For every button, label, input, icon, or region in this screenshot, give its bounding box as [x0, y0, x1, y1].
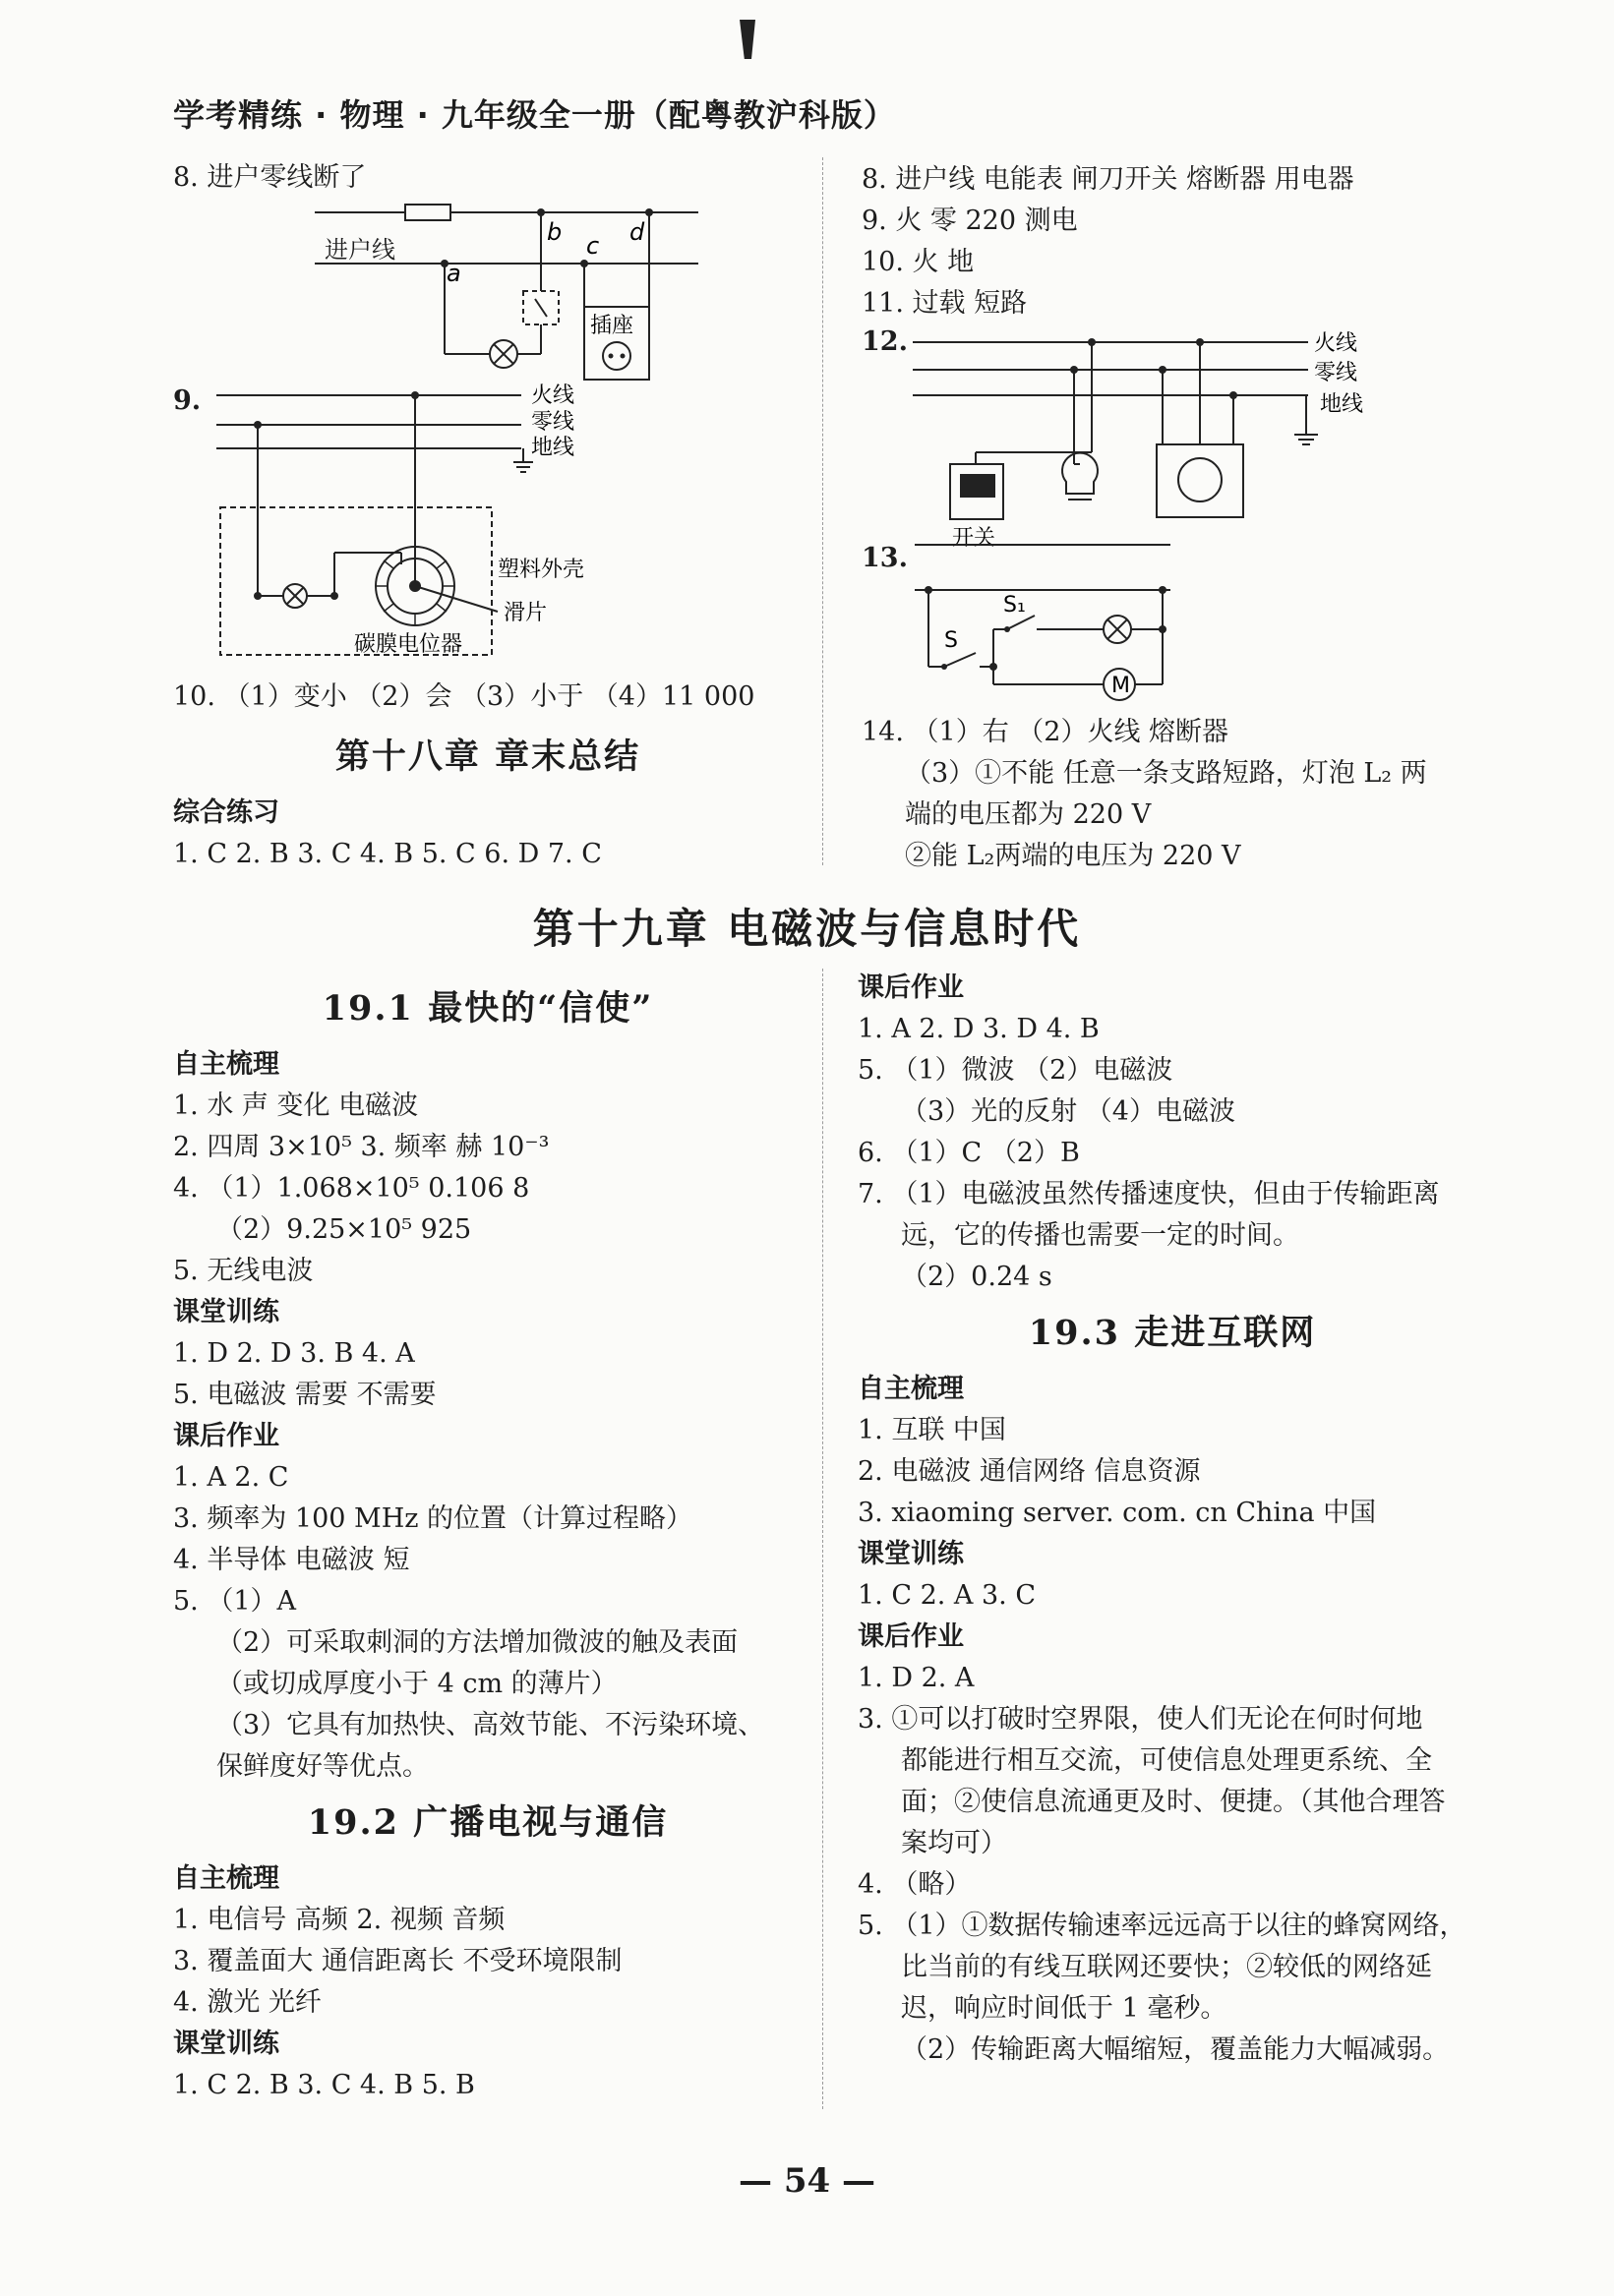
right-bottom-column [858, 968, 1487, 2071]
q9-number: 9. [173, 385, 202, 416]
page-number-value: 54 [783, 2161, 831, 2201]
answer-line: 面；②使信息流通更及时、便捷。（其他合理答 [901, 1787, 1446, 1817]
point-a-label: a [447, 260, 461, 287]
answer-line: 5. （1）A [173, 1586, 297, 1617]
section-subtitle: 课后作业 [858, 1621, 964, 1652]
live-wire-label: 火线 [531, 383, 575, 408]
answer-line: （2）传输距离大幅缩短，覆盖能力大幅减弱。 [901, 2034, 1450, 2065]
section-subtitle: 课堂训练 [173, 2029, 279, 2059]
slider-label: 滑片 [504, 601, 548, 625]
answer-line: 5. （1）①数据传输速率远远高于以往的蜂窝网络， [858, 1911, 1466, 1941]
circuit-diagram-q8 [315, 197, 708, 393]
answer-line: 迟，响应时间低于 1 毫秒。 [901, 1993, 1227, 2024]
answer-line: 2. 四周 3×10⁵ 3. 频率 赫 10⁻³ [173, 1132, 550, 1162]
in-line-label: 进户线 [325, 236, 395, 264]
answer-line: 1. C 2. A 3. C [858, 1580, 1037, 1611]
circuit-diagram-q9 [207, 383, 620, 669]
answer-line: 11. 过载 短路 [862, 288, 1028, 319]
answer-line: 4. （1）1.068×10⁵ 0.106 8 [173, 1173, 530, 1204]
q13-number: 13. [862, 543, 908, 573]
section-subtitle: 课堂训练 [173, 1297, 279, 1327]
section-title: 19.3 走进互联网 [1028, 1313, 1317, 1353]
answer-line: 3. xiaoming server. com. cn China 中国 [858, 1498, 1377, 1528]
section-subtitle: 综合练习 [173, 797, 279, 828]
section-subtitle: 课堂训练 [858, 1539, 964, 1569]
point-d-label: d [629, 218, 645, 246]
answer-line: 3. 频率为 100 MHz 的位置（计算过程略） [173, 1503, 693, 1534]
answer-line: 1. 电信号 高频 2. 视频 音频 [173, 1905, 506, 1935]
answer-line: 1. 互联 中国 [858, 1415, 1006, 1445]
page-number: — 54 — [738, 2161, 875, 2201]
answer-line: 6. （1）C （2）B [858, 1138, 1080, 1168]
answer-line: 1. A 2. D 3. D 4. B [858, 1014, 1100, 1044]
right-top-q14 [862, 712, 1491, 877]
answer-line: 案均可） [901, 1828, 1007, 1858]
section-subtitle: 课后作业 [858, 972, 964, 1003]
right-top-column [862, 159, 1491, 324]
answer-line: 7. （1）电磁波虽然传播速度快，但由于传输距离 [858, 1179, 1440, 1209]
q12-number: 12. [862, 326, 908, 357]
answer-line: 14. （1）右 （2）火线 熔断器 [862, 717, 1229, 747]
point-c-label: c [586, 232, 600, 260]
answer-line: 3. ①可以打破时空界限，使人们无论在何时何地 [858, 1704, 1423, 1735]
answer-line: 10. （1）变小 （2）会 （3）小于 （4）11 000 [173, 681, 755, 712]
circuit-diagram-q12 [905, 324, 1364, 551]
answer-line: 5. 电磁波 需要 不需要 [173, 1380, 437, 1410]
answer-line: 1. D 2. D 3. B 4. A [173, 1338, 415, 1369]
circuit-diagram-q13 [905, 541, 1200, 708]
section-subtitle: 自主梳理 [173, 1049, 279, 1080]
answer-line: 保鲜度好等优点。 [216, 1751, 429, 1782]
answer-line: 1. C 2. B 3. C 4. B 5. B [173, 2070, 475, 2100]
motor-label: M [1111, 674, 1130, 698]
answer-line: 1. C 2. B 3. C 4. B 5. C 6. D 7. C [173, 839, 602, 869]
ground-wire-label: 地线 [531, 436, 575, 460]
answer-line: 1. A 2. C [173, 1462, 289, 1493]
answer-line: 1. D 2. A [858, 1663, 975, 1693]
chapter18-summary-title: 第十八章 章末总结 [334, 736, 641, 777]
section-subtitle: 课后作业 [173, 1421, 279, 1451]
page-top-mark [740, 20, 755, 59]
switch-label: 开关 [952, 526, 996, 551]
answer-line: 4. 激光 光纤 [173, 1987, 322, 2018]
answer-line: 9. 火 零 220 测电 [862, 206, 1078, 236]
switch-s-label: S [944, 628, 958, 653]
answer-line: （2）可采取刺洞的方法增加微波的触及表面 [216, 1627, 739, 1658]
answer-line: （或切成厚度小于 4 cm 的薄片） [216, 1669, 618, 1699]
chapter19-title: 第十九章 电磁波与信息时代 [532, 905, 1082, 953]
answer-line: 5. （1）微波 （2）电磁波 [858, 1055, 1173, 1086]
answer-line: 4. （略） [858, 1869, 972, 1900]
switch-s1-label: S₁ [1003, 593, 1026, 618]
live-wire-label: 火线 [1314, 331, 1358, 356]
answer-line: 8. 进户零线断了 [173, 162, 367, 193]
answer-line: （2）9.25×10⁵ 925 [216, 1214, 472, 1245]
potentiometer-label: 碳膜电位器 [354, 632, 463, 657]
left-bottom-column [173, 973, 803, 2106]
neutral-wire-label: 零线 [531, 410, 575, 435]
answer-line: 端的电压都为 220 V [905, 799, 1152, 830]
ground-wire-label: 地线 [1320, 392, 1364, 417]
section-title: 19.2 广播电视与通信 [307, 1802, 669, 1843]
book-header-title: 学考精练 · 物理 · 九年级全一册（配粤教沪科版） [173, 96, 896, 134]
section-subtitle: 自主梳理 [858, 1374, 964, 1404]
answer-line: 4. 半导体 电磁波 短 [173, 1545, 410, 1575]
point-b-label: b [547, 218, 563, 246]
answer-line: 10. 火 地 [862, 247, 975, 277]
socket-label: 插座 [590, 314, 634, 338]
answer-line: 8. 进户线 电能表 闸刀开关 熔断器 用电器 [862, 164, 1354, 195]
neutral-wire-label: 零线 [1314, 361, 1358, 385]
answer-line: （3）①不能 任意一条支路短路，灯泡 L₂ 两 [905, 758, 1427, 789]
answer-line: 3. 覆盖面大 通信距离长 不受环境限制 [173, 1946, 623, 1976]
section-subtitle: 自主梳理 [173, 1863, 279, 1894]
answer-line: ②能 L₂两端的电压为 220 V [905, 841, 1241, 871]
left-top-column [173, 157, 803, 199]
answer-line: 比当前的有线互联网还要快；②较低的网络延 [901, 1952, 1432, 1982]
answer-line: （3）它具有加热快、高效节能、不污染环境、 [216, 1710, 765, 1740]
answer-line: （3）光的反射 （4）电磁波 [901, 1096, 1235, 1127]
plastic-shell-label: 塑料外壳 [498, 558, 585, 582]
answer-line: 2. 电磁波 通信网络 信息资源 [858, 1456, 1201, 1487]
answer-line: 远，它的传播也需要一定的时间。 [901, 1220, 1299, 1251]
column-divider-bottom [822, 969, 823, 2109]
column-divider-top [822, 157, 823, 865]
answer-line: （2）0.24 s [901, 1262, 1052, 1292]
left-top-answers [173, 677, 803, 875]
section-title: 19.1 最快的“信使” [322, 988, 654, 1029]
answer-line: 1. 水 声 变化 电磁波 [173, 1090, 419, 1121]
answer-line: 5. 无线电波 [173, 1256, 314, 1286]
answer-line: 都能进行相互交流，可使信息处理更系统、全 [901, 1745, 1432, 1776]
